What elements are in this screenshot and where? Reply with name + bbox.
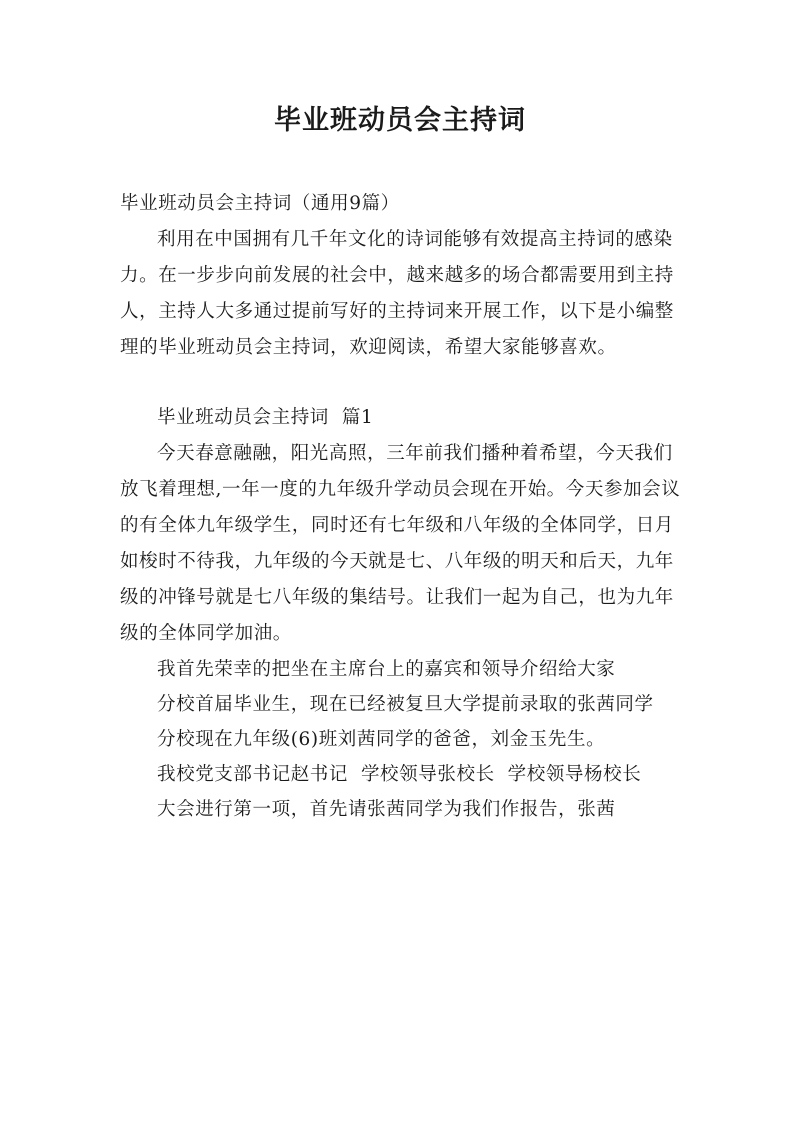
document-subtitle: 毕业班动员会主持词（通用9篇） bbox=[120, 193, 400, 214]
body-paragraph: 大会进行第一项，首先请张茜同学为我们作报告，张茜 bbox=[157, 799, 616, 820]
body-paragraph: 分校首届毕业生，现在已经被复旦大学提前录取的张茜同学 bbox=[157, 694, 654, 715]
intro-paragraph: 利用在中国拥有几千年文化的诗词能够有效提高主持词的感染力。在一步步向前发展的社会中，越来越多的场合都需要用到主持人，主持人大多通过提前写好的主持词来开展工作，以下是小编整理的毕业班动员会主持词，欢迎阅读，希望大家能够喜欢。 bbox=[120, 229, 674, 358]
body-paragraph: 今天春意融融，阳光高照，三年前我们播种着希望，今天我们放飞着理想,一年一度的九年级升学动员会现在开始。今天参加会议的有全体九年级学生，同时还有七年级和八年级的全体同学，日月如梭时不待我，九年级的今天就是七、八年级的明天和后天，九年级的冲锋号就是七八年级的集结号。让我们一起为自己，也为九年级的全体同学加油。 bbox=[120, 443, 681, 644]
body-paragraph: 我校党支部书记赵书记 学校领导张校长 学校领导杨校长 bbox=[157, 764, 642, 785]
document-title: 毕业班动员会主持词 bbox=[274, 105, 526, 136]
body-paragraph: 我首先荣幸的把坐在主席台上的嘉宾和领导介绍给大家 bbox=[157, 659, 616, 680]
section-spacer bbox=[120, 366, 682, 400]
body-paragraph: 分校现在九年级(6)班刘茜同学的爸爸，刘金玉先生。 bbox=[157, 729, 606, 750]
section-heading: 毕业班动员会主持词 篇1 bbox=[157, 407, 374, 428]
document-body bbox=[120, 186, 682, 827]
